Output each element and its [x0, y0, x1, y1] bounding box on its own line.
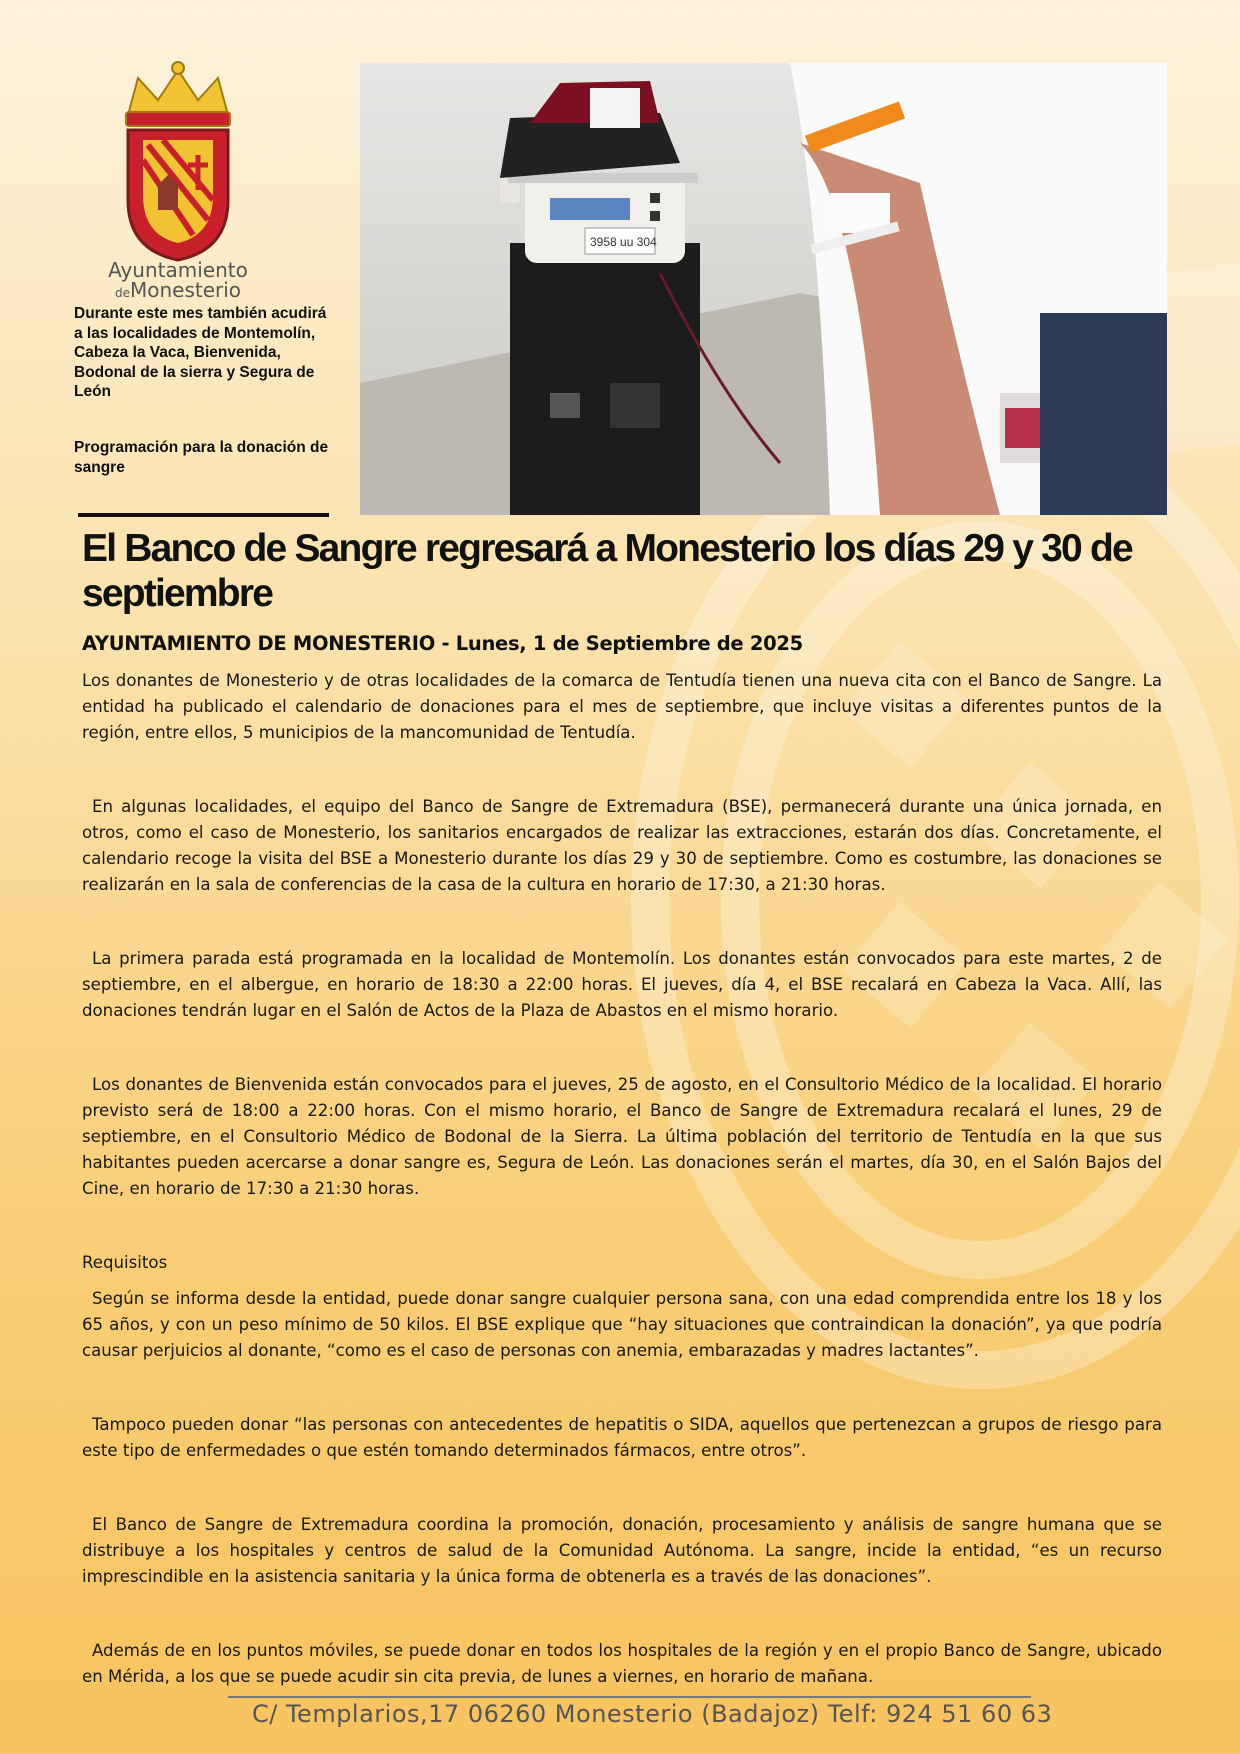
article-paragraph: Los donantes de Bienvenida están convocados para el jueves, 25 de agosto, en el Consultorio Médico de la localidad. El horario previsto será de 18:00 a 22:00 horas. Con el mismo horario, el Banco de Sangre de Extremadura recalará el lunes, 29 de septiembre, en el Consultorio Médico de Bodonal de la Sierra. La última población del territorio de Tentudía en la que sus habitantes pueden acercarse a donar sangre es, Segura de León. Las donaciones serán el martes, día 30, en el Salón Bajos del Cine, en horario de 17:30 a 21:30 horas.	[82, 1075, 1162, 1198]
article-paragraph: Además de en los puntos móviles, se puede donar en todos los hospitales de la región y en el propio Banco de Sangre, ubicado en Mérida, a los que se puede acudir sin cita previa, de lunes a viernes, en horario de mañana.	[82, 1641, 1162, 1686]
logo-text-ayuntamiento: Ayuntamiento	[108, 258, 248, 282]
article-byline: AYUNTAMIENTO DE MONESTERIO - Lunes, 1 de Septiembre de 2025	[82, 632, 803, 655]
logo-text-monesterio: deMonesterio	[114, 278, 242, 302]
article-paragraph: Tampoco pueden donar “las personas con antecedentes de hepatitis o SIDA, aquellos que pertenezcan a grupos de riesgo para este tipo de enfermedades o que estén tomando determinados fármacos, entre otros”.	[82, 1415, 1162, 1460]
article-headline: El Banco de Sangre regresará a Monesterio los días 29 y 30 de septiembre	[82, 527, 1132, 615]
article-paragraph: La primera parada está programada en la localidad de Montemolín. Los donantes están convocados para este martes, 2 de septiembre, en el albergue, en horario de 18:30 a 22:00 horas. El jueves, día 4, el BSE recalará en Cabeza la Vaca. Allí, las donaciones tendrán lugar en el Salón de Actos de la Plaza de Abastos en el mismo horario.	[82, 949, 1162, 1020]
footer-divider	[228, 1696, 1031, 1698]
article-paragraph: Según se informa desde la entidad, puede donar sangre cualquier persona sana, con una edad comprendida entre los 18 y los 65 años, y con un peso mínimo de 50 kilos. El BSE explique que “hay situaciones que contraindican la donación”, ya que podría causar perjuicios al donante, “como es el caso de personas con anemia, embarazadas y madres lactantes”.	[82, 1289, 1162, 1360]
footer-address: C/ Templarios,17 06260 Monesterio (Badajoz) Telf: 924 51 60 63	[252, 1700, 1053, 1728]
article-paragraph: En algunas localidades, el equipo del Banco de Sangre de Extremadura (BSE), permanecerá durante una única jornada, en otros, como el caso de Monesterio, los sanitarios encargados de realizar las extracciones, estarán dos días. Concretamente, el calendario recoge la visita del BSE a Monesterio durante los días 29 y 30 de septiembre. Como es costumbre, las donaciones se realizarán en la sala de conferencias de la casa de la cultura en horario de 17:30, a 21:30 horas.	[82, 797, 1162, 894]
section-heading-requisitos: Requisitos	[82, 1253, 168, 1272]
device-label: 3958 uu 304	[590, 235, 657, 249]
blood-donation-photo	[360, 63, 1167, 515]
section-divider	[78, 513, 329, 517]
sidebar-note: Durante este mes también acudirá a las localidades de Montemolín, Cabeza la Vaca, Bienvenida, Bodonal de la sierra y Segura de León	[74, 305, 327, 400]
article-paragraph: El Banco de Sangre de Extremadura coordina la promoción, donación, procesamiento y análisis de sangre humana que se distribuye a los hospitales y centros de salud de la Comunidad Autónoma. La sangre, incide la entidad, “es un recurso imprescindible en la asistencia sanitaria y la única forma de obtenerla es a través de las donaciones”.	[82, 1515, 1162, 1586]
article-body	[82, 668, 1162, 1690]
article-paragraph: Los donantes de Monesterio y de otras localidades de la comarca de Tentudía tienen una nueva cita con el Banco de Sangre. La entidad ha publicado el calendario de donaciones para el mes de septiembre, que incluye visitas a diferentes puntos de la región, entre ellos, 5 municipios de la mancomunidad de Tentudía.	[82, 671, 1162, 742]
sidebar-program-title: Programación para la donación de sangre	[74, 439, 329, 476]
